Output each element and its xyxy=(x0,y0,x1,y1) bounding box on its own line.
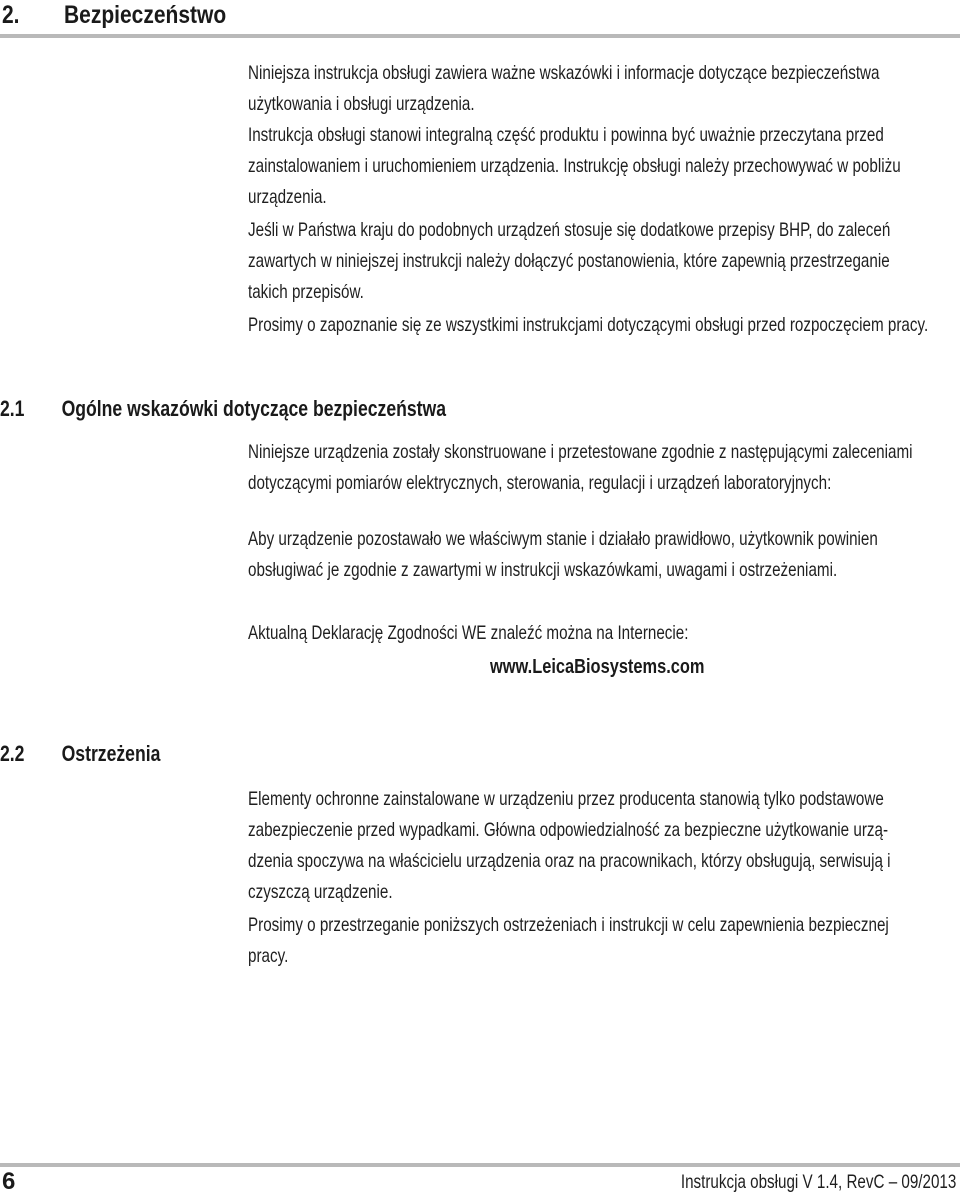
text-line: Instrukcja obsługi stanowi integralną część produktu i powinna być uważnie przeczytana przed xyxy=(248,124,884,146)
text-line: obsługiwać je zgodnie z zawartymi w instrukcji wskazówkami, uwagami i ostrzeżeniami. xyxy=(248,559,838,581)
text-line: urządzenia. xyxy=(248,186,327,208)
text-line: dotyczącymi pomiarów elektrycznych, sterowania, regulacji i urządzeń laboratoryjnych: xyxy=(248,472,832,494)
footer-divider xyxy=(0,1163,960,1167)
section-2-2-heading xyxy=(0,740,160,768)
chapter-divider xyxy=(0,34,960,38)
text-line: pracy. xyxy=(248,945,289,967)
section-2-1-paragraph-1 xyxy=(248,437,960,499)
text-line: czyszczą urządzenie. xyxy=(248,881,393,903)
text-line: zabezpieczenie przed wypadkami. Główna odpowiedzialność za bezpieczne użytkowanie urzą- xyxy=(248,819,889,841)
section-2-1-paragraph-3 xyxy=(248,618,960,649)
text-line: Jeśli w Państwa kraju do podobnych urządzeń stosuje się dodatkowe przepisy BHP, do zaleceń xyxy=(248,219,891,241)
section-2-1-heading xyxy=(0,395,446,423)
intro-paragraph-1 xyxy=(248,58,960,120)
text-line: Prosimy o zapoznanie się ze wszystkimi instrukcjami dotyczącymi obsługi przed rozpoczęciem pracy. xyxy=(248,314,929,336)
section-2-2-paragraph-1 xyxy=(248,784,960,908)
chapter-number: 2. xyxy=(2,1,20,29)
text-line: dzenia spoczywa na właścicielu urządzenia oraz na pracownikach, którzy obsługują, serwisują i xyxy=(248,850,891,872)
section-title: Ostrzeżenia xyxy=(61,741,161,766)
section-number: 2.1 xyxy=(0,396,25,421)
text-line: Aktualną Deklarację Zgodności WE znaleźć można na Internecie: xyxy=(248,622,689,644)
text-line: Niniejsza instrukcja obsługi zawiera ważne wskazówki i informacje dotyczące bezpieczeństwa xyxy=(248,62,880,84)
section-title: Ogólne wskazówki dotyczące bezpieczeństwa xyxy=(61,396,446,421)
section-2-1-paragraph-2 xyxy=(248,524,960,586)
chapter-header xyxy=(0,0,960,38)
intro-paragraph-4 xyxy=(248,310,960,341)
intro-paragraph-3 xyxy=(248,215,960,308)
website-link[interactable]: www.LeicaBiosystems.com xyxy=(490,656,705,678)
section-2-2-text xyxy=(248,784,960,972)
footer-document-info: Instrukcja obsługi V 1.4, RevC – 09/2013 xyxy=(680,1172,956,1193)
text-line: Niniejsze urządzenia zostały skonstruowane i przetestowane zgodnie z następującymi zaleceniami xyxy=(248,441,913,463)
page-number: 6 xyxy=(2,1168,16,1195)
text-line: Aby urządzenie pozostawało we właściwym stanie i działało prawidłowo, użytkownik powinien xyxy=(248,528,878,550)
intro-paragraph-2 xyxy=(248,120,960,213)
text-line: zainstalowaniem i uruchomieniem urządzenia. Instrukcję obsługi należy przechowywać w pobliżu xyxy=(248,155,901,177)
chapter-title: Bezpieczeństwo xyxy=(64,1,227,29)
section-2-2-paragraph-2 xyxy=(248,910,960,972)
text-line: zawartych w niniejszej instrukcji należy dołączyć postanowienia, które zapewnią przestrzeganie xyxy=(248,250,890,272)
text-line: takich przepisów. xyxy=(248,281,364,303)
section-number: 2.2 xyxy=(0,741,25,766)
intro-text xyxy=(248,58,960,341)
text-line: użytkowania i obsługi urządzenia. xyxy=(248,93,475,115)
text-line: Elementy ochronne zainstalowane w urządzeniu przez producenta stanowią tylko podstawowe xyxy=(248,788,884,810)
text-line: Prosimy o przestrzeganie poniższych ostrzeżeniach i instrukcji w celu zapewnienia bezpiecznej xyxy=(248,914,889,936)
